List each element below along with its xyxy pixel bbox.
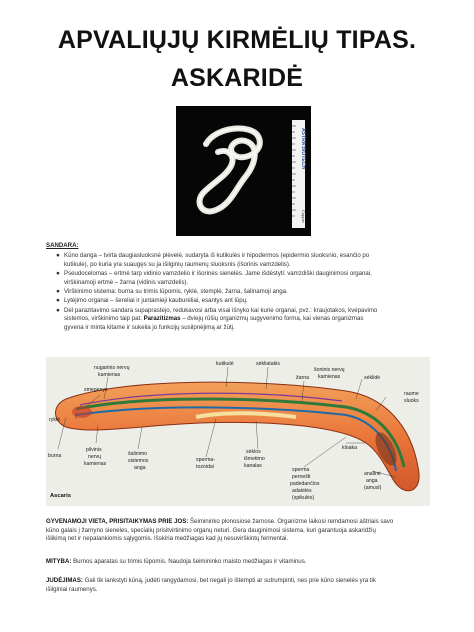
- list-item: ● Lytėjimo organai – šereliai ir juntamieji kauburėliai, esantys ant lūpų.: [56, 297, 248, 305]
- label-sperma: sperma-: [196, 457, 216, 463]
- label-raume: raume: [404, 391, 419, 397]
- parazitizmas-term: Parazitizmas: [143, 315, 181, 323]
- ascaris-photo: [176, 106, 311, 236]
- label-soninis-kamienas: kamienas: [318, 374, 341, 380]
- label-anga: anga: [366, 478, 378, 484]
- label-pernesti: pernešti: [292, 474, 311, 480]
- label-analine: analinė: [364, 471, 381, 477]
- label-tozoidai: tozoidai: [196, 464, 214, 470]
- label-smegenys: smegenys: [84, 387, 108, 393]
- label-seklide: sėklidė: [364, 375, 381, 381]
- label-salinimo: šalinimo: [128, 451, 148, 457]
- label-spermos: sperma: [292, 467, 310, 473]
- list-item: ● Virškinimo sistema: burna su trimis lūpomis, ryklė, stemplė, žarna, šalinamoji anga.: [56, 288, 288, 296]
- label-amusl: (amusl): [364, 485, 382, 491]
- anatomy-illustration: [46, 357, 430, 506]
- page-title-line1: APVALIŲJŲ KIRMĖLIŲ TIPAS.: [57, 26, 417, 54]
- label-burna: burna: [48, 453, 62, 459]
- sandara-section: [46, 242, 438, 333]
- sandara-list: [46, 252, 438, 332]
- pharynx-shape: [72, 406, 92, 418]
- label-rykle: ryklė: [49, 417, 60, 423]
- label-adateles: adatėlės: [292, 488, 312, 494]
- label-sekliatakis: sėkliatakis: [256, 361, 280, 367]
- label-pilvinis-nervu: nervų: [88, 454, 101, 460]
- label-salinimo-sistemos: sistemos: [128, 458, 149, 464]
- judejimas-paragraph: JUDĖJIMAS: Gali tik lankstyti kūną, judėti rangydamosi, bet negali jo ištempti ar sutrumpinti, nes prie kūno sienelės yra tik išilginiai raumenys.: [46, 577, 376, 593]
- bullet-icon: ●: [56, 288, 60, 296]
- label-padedancios: padedančios: [290, 481, 320, 487]
- mityba-paragraph: MITYBA: Burnos aparatas su trimis lūpomis. Naudoja šeimininko maisto medžiagas ir vitaminus.: [46, 558, 307, 565]
- label-pilvinis-kamienas: kamienas: [84, 461, 107, 467]
- label-kutikule: kutikulė: [216, 361, 234, 367]
- label-soninis: šoninis nervų: [314, 367, 345, 373]
- gyvenamoji-vieta-paragraph: GYVENAMOJI VIETA, PRISITAIKYMAS PRIE JOS: Šeimininko plonosiose žarnose. Organizme laikosi remdamosi aštriais savo kūno galais į žarnyno sieneles, specialių prisitvirtinimo organų neturi. Gera dauginimosi sistema, kuri garantuoja askaridžių išlikimą net ir nepalankiomis sąlygomis. Išskiria medžiagas kad jų nesuvirškintų fermentai.: [46, 518, 394, 543]
- label-kloaka: kloaka: [342, 445, 357, 451]
- sandara-heading: SANDARA:: [46, 242, 79, 249]
- bullet-icon: ●: [56, 270, 60, 278]
- label-spikules: (spikulės): [292, 495, 315, 501]
- label-seklos: sėklos: [246, 449, 261, 455]
- bullet-icon: ●: [56, 297, 60, 305]
- ascaris-anatomy-diagram: [46, 357, 430, 506]
- list-item: ● Dėl parazitavimo sandara supaprastėjo, redukavosi arba visai išnyko kai kurie organai, pvz.: kraujotakos, kvėpavimo sistemos, virškinimo taip pat. Parazitizmas – dviejų rūšių organizmų sugyvenimo forma, kai vienas organizmas gyvena ir minta kitame ir sukelia jo funkcijų susilpnėjimą ar žūtį.: [56, 306, 378, 331]
- page-title-line2: ASKARIDĖ: [170, 64, 304, 92]
- label-ascaris: Ascaris: [50, 493, 71, 499]
- bullet-icon: ●: [56, 252, 60, 260]
- label-salinimo-anga: anga: [134, 465, 146, 471]
- label-ismetimo: išmetimo: [244, 456, 265, 462]
- worm-photo-illustration: [176, 106, 311, 236]
- list-item: ● Kūno danga – tvirta daugiasluoksnė plėvelė, sudaryta iš kutikulės ir hipodermos (epidermio sluoksnio, esančio po kutikule), po kuria yra suaugęs su ja išilginių raumenų sluoksnis (išorinis vamzdelis).: [56, 252, 370, 268]
- label-nugarinis: nugarinis nervų: [94, 365, 130, 371]
- ruler-label: ASTRA BIOTECH: [300, 128, 306, 169]
- label-sluoks: sluoks: [404, 398, 419, 404]
- list-item: ● Pseudocelomas – ertmė tarp vidinio vamzdelio ir išorinės sienelės. Jame išdėstyti: vamzdiški dauginimosi organai, virškinamoji ertmė – žarna (vidinis vamzdelis).: [56, 270, 372, 286]
- label-kanalas: kanalas: [244, 463, 262, 469]
- label-zarna: žarna: [296, 375, 309, 381]
- label-pilvinis: pilvinis: [86, 447, 102, 453]
- ruler-label-2: Coppin: [301, 210, 306, 223]
- label-kamienas: kamienas: [98, 372, 121, 378]
- bullet-icon: ●: [56, 306, 60, 314]
